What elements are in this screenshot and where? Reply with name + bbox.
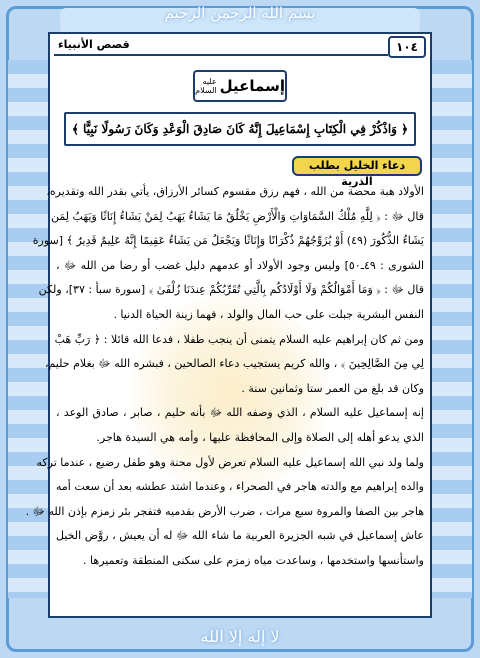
text-line: الأولاد هبة محضة من الله ، فهم رزق مقسوم كسائر الأرزاق، يأتي بقدر الله وتقديره، [46,185,424,198]
header-divider [54,54,388,56]
text-line: ومن ثم كان إبراهيم عليه السلام يتمنى أن ينجب طفلا ، فدعا الله قائلا : ﴿ رَبِّ هَبْ [54,332,424,346]
content-panel [25,32,432,618]
quran-verse: ﴿ وَاذْكُرْ فِي الْكِتَابِ إِسْمَاعِيلَ إِنَّهُ كَانَ صَادِقَ الْوَعْدِ وَكَانَ رَسُولًا نَبِيًّا ﴾ [71,122,409,136]
text-line: ولما ولد نبي الله إسماعيل عليه السلام تعرض لأول محنة وهو طفل رضيع ، عندما تركه [36,455,424,469]
body-text [25,180,424,574]
text-line: هاجر بين الصفا والمروة سبع مرات ، ضرب الأرض بقدميه فتفجر بئر زمزم بإذن الله ﷻ . [25,504,424,518]
page-title: إسماعيل [219,77,285,95]
verse-box [64,112,416,146]
running-head: قصص الأنبياء [58,38,130,51]
right-ornament [430,60,472,598]
text-line: إنه إسماعيل عليه السلام ، الذي وصفه الله ﷻ بأنه حليم ، صابر ، صادق الوعد ، [56,406,424,420]
section-heading: دعاء الخليل بطلب الذرية [292,156,422,176]
text-line: وكان قد بلغ من العمر ستا وثمانين سنة . [241,381,424,395]
text-line: الذي يدعو أهله إلى الصلاة وإلى المحافظة عليها ، وأمه هي السيدة هاجر. [96,430,424,444]
text-line: والده إبراهيم مع والدته هاجر في الصحراء ، وعندما اشتد عطشه بعد أن سعت أمه [56,480,424,494]
text-line: عاش إسماعيل في شبه الجزيرة العربية ما شاء الله ﷻ له أن يعيش ، روَّض الخيل [56,529,424,543]
text-line: قال ﷻ : ﴿ وَمَا أَمْوَالُكُمْ وَلَا أَوْلَادُكُم بِالَّتِي تُقَرِّبُكُمْ عِندَنَا زُلْفَىٰ ﴾ [سورة سبأ : ٣٧]، ولكن [38,283,424,297]
text-line: يَشَاءُ الذُّكُورَ (٤٩) أَوْ يُزَوِّجُهُمْ ذُكْرَانًا وَإِنَاثًا وَيَجْعَلُ مَن يَشَاءُ عَقِيمًا إِنَّهُ عَلِيمٌ قَدِيرٌ ﴾ [سورة [32,234,424,248]
text-line: لِي مِنَ الصَّالِحِينَ ﴾ ، والله كريم يستجيب دعاء الصالحين ، فبشره الله ﷻ بغلام حليم، [44,357,424,371]
text-line: قال ﷻ : ﴿ لِلَّهِ مُلْكُ السَّمَاوَاتِ وَالْأَرْضِ يَخْلُقُ مَا يَشَاءُ يَهَبُ لِمَنْ يَشَاءُ إِنَاثًا وَيَهَبُ لِمَن [50,209,424,223]
title-box [193,70,287,102]
page-header [50,34,430,56]
text-line: النفس البشرية جبلت على حب المال والولد ، فهما زينة الحياة الدنيا . [113,307,424,321]
top-calligraphy: بسم الله الرحمن الرحيم [164,4,316,22]
text-line: واستأنسها واستخدمها ، وساعدت مياه زمزم على سكنى المنطقة وتعميرها . [83,553,424,567]
title-honorific: عليه السلام [195,77,217,95]
bottom-calligraphy: لا إله إلا الله [200,627,280,646]
text-line: الشورى : ٤٩ـ٥٠] وليس وجود الأولاد أو عدمهم دليل غضب أو رضا من الله ﷻ ، [56,258,424,272]
page-number: ١٠٤ [388,36,426,58]
